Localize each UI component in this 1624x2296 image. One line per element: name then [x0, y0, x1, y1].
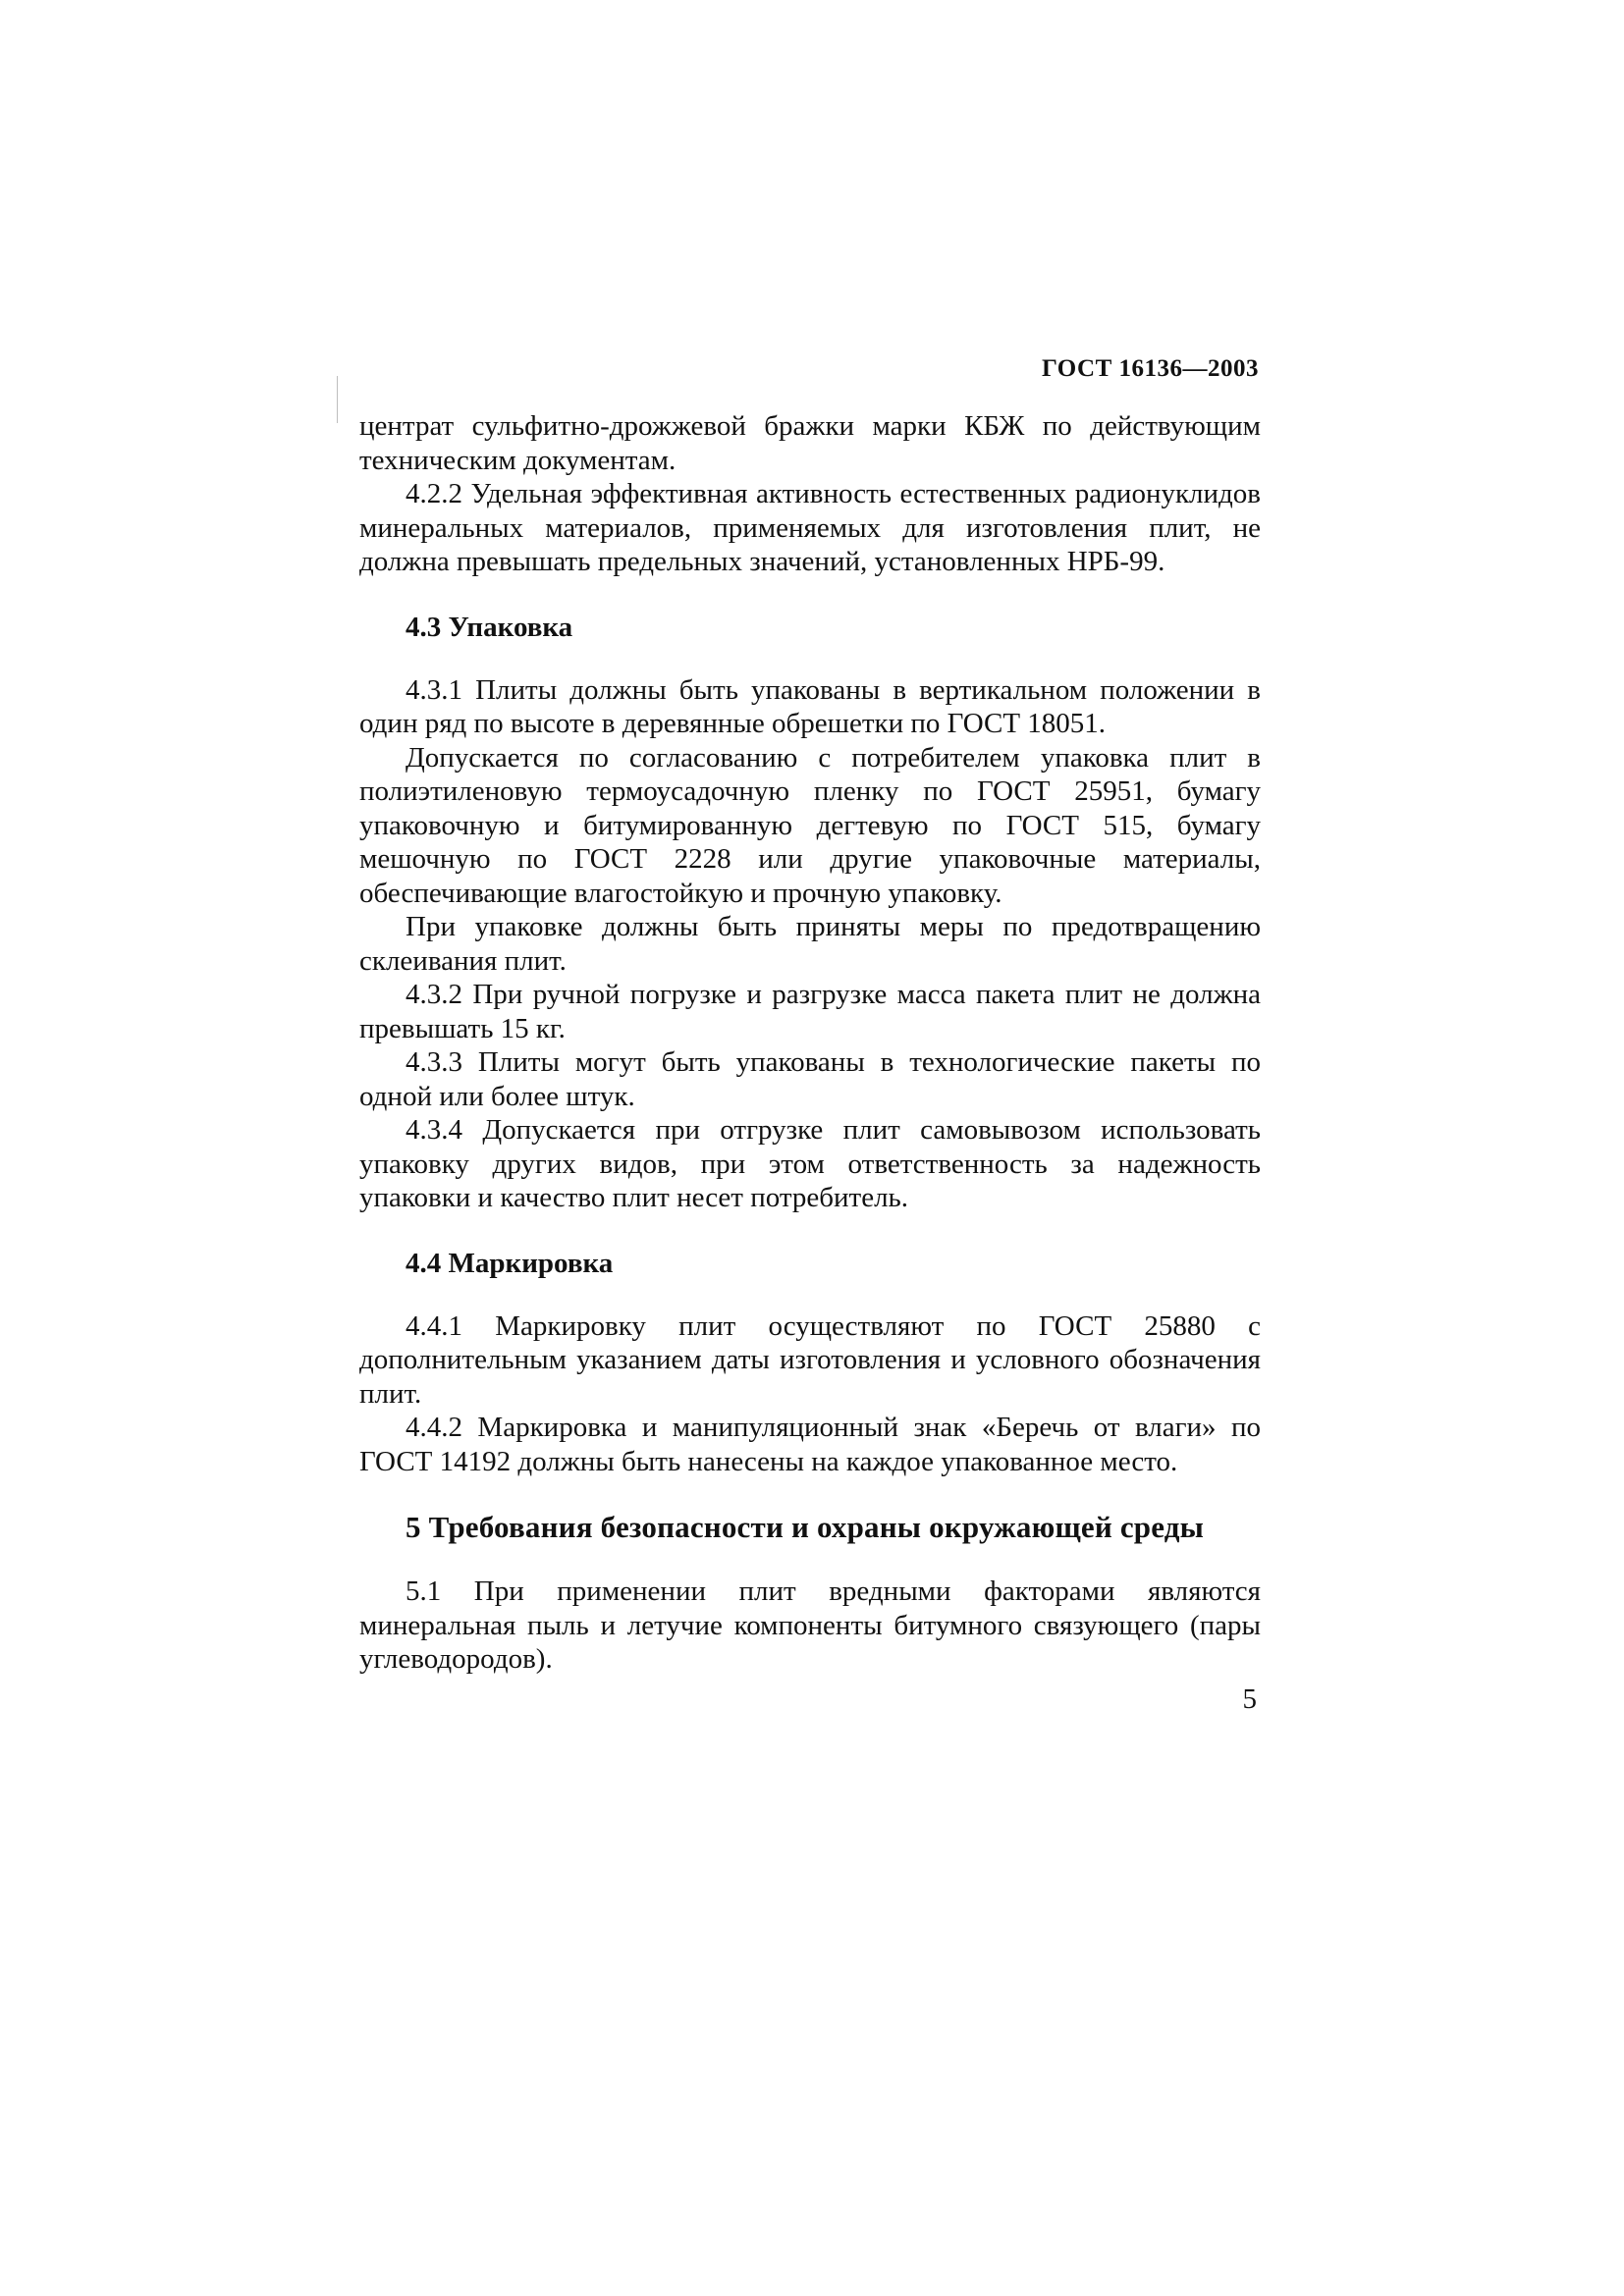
paragraph-continuation: центрат сульфитно-дрожжевой бражки марки КБЖ по действующим техническим документам.	[359, 410, 1261, 476]
paragraph-5-1: 5.1 При применении плит вредными факторами являются минеральная пыль и летучие компоненты битумного связующего (пары углеводородов).	[359, 1575, 1261, 1675]
paragraph-4-2-2: 4.2.2 Удельная эффективная активность естественных радионуклидов минеральных материалов, применяемых для изготовления плит, не должна превышать предельных значений, установленных НРБ-99.	[359, 478, 1261, 577]
section-heading-4-4: 4.4 Маркировка	[406, 1247, 614, 1279]
paragraph-4-3-3: 4.3.3 Плиты могут быть упакованы в технологические пакеты по одной или более штук.	[359, 1046, 1261, 1112]
page-number: 5	[1242, 1683, 1257, 1715]
section-heading-5: 5 Требования безопасности и охраны окружающей среды	[406, 1510, 1205, 1544]
paragraph-4-4-1: 4.4.1 Маркировку плит осуществляют по ГОСТ 25880 с дополнительным указанием даты изготовления и условного обозначения плит.	[359, 1309, 1261, 1410]
section-heading-4-3: 4.3 Упаковка	[406, 611, 573, 643]
paragraph-4-3-1-sticking: При упаковке должны быть приняты меры по предотвращению склеивания плит.	[359, 911, 1261, 977]
document-code-header: ГОСТ 16136—2003	[1041, 355, 1259, 382]
paragraph-4-3-1-packaging-options: Допускается по согласованию с потребителем упаковка плит в полиэтиленовую термоусадочную пленку по ГОСТ 25951, бумагу упаковочную и битумированную дегтевую по ГОСТ 515, бумагу мешочную по ГОСТ 2228 или другие упаковочные материалы, обеспечивающие влагостойкую и прочную упаковку.	[359, 741, 1261, 909]
paragraph-4-3-2: 4.3.2 При ручной погрузке и разгрузке масса пакета плит не должна превышать 15 кг.	[359, 979, 1261, 1044]
paragraph-4-4-2: 4.4.2 Маркировка и манипуляционный знак «Беречь от влаги» по ГОСТ 14192 должны быть нанесены на каждое упакованное место.	[359, 1412, 1261, 1477]
scan-artifact-line	[337, 376, 338, 423]
paragraph-4-3-1: 4.3.1 Плиты должны быть упакованы в вертикальном положении в один ряд по высоте в деревянные обрешетки по ГОСТ 18051.	[359, 673, 1261, 739]
paragraph-4-3-4: 4.3.4 Допускается при отгрузке плит самовывозом использовать упаковку других видов, при этом ответственность за надежность упаковки и качество плит несет потребитель.	[359, 1114, 1261, 1213]
document-body	[359, 409, 1261, 1677]
